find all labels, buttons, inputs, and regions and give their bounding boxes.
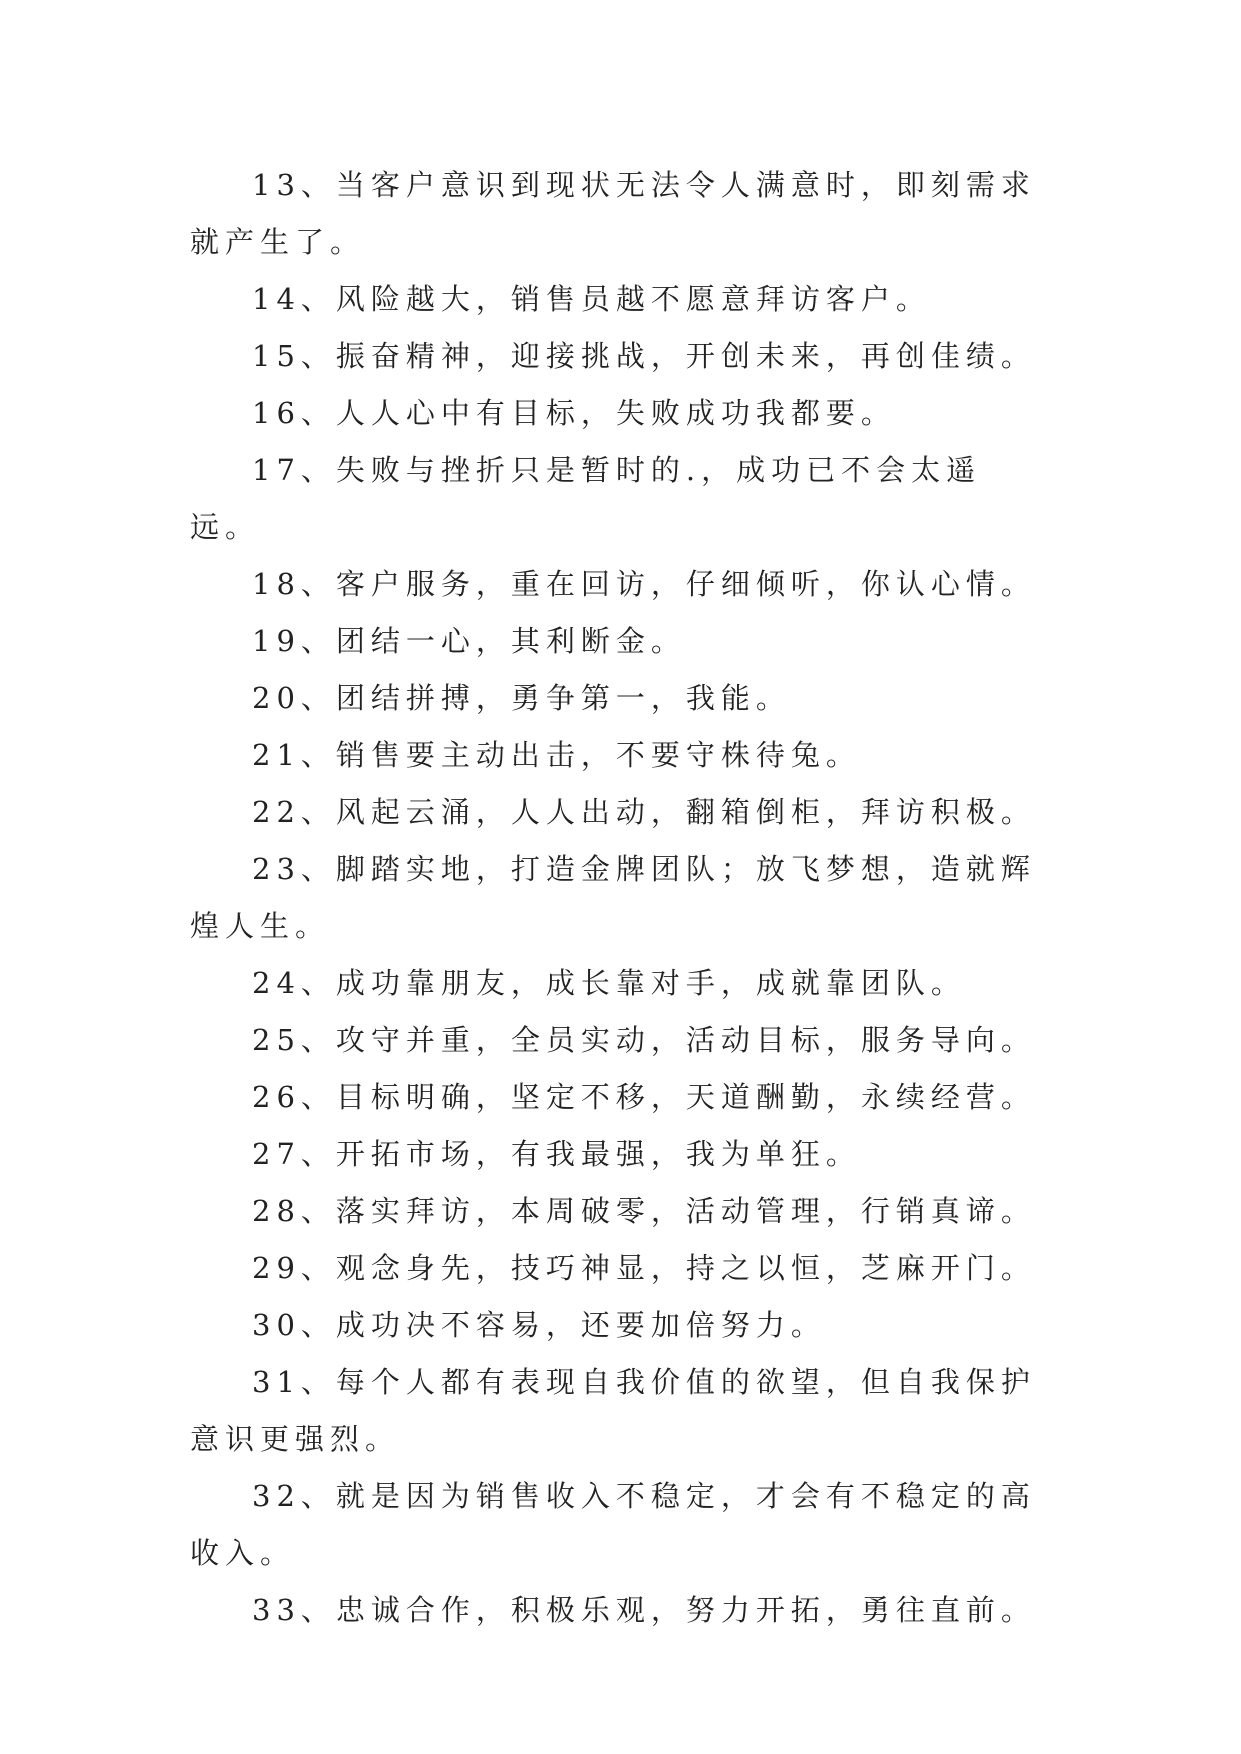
paragraph-16: 16、人人心中有目标，失败成功我都要。	[252, 396, 896, 430]
paragraph-21: 21、销售要主动出击，不要守株待兔。	[252, 738, 861, 772]
paragraph-15: 15、振奋精神，迎接挑战，开创未来，再创佳绩。	[252, 339, 1036, 373]
paragraph-18: 18、客户服务，重在回访，仔细倾听，你认心情。	[252, 567, 1036, 601]
document-body	[190, 157, 1050, 1639]
paragraph-33: 33、忠诚合作，积极乐观，努力开拓，勇往直前。	[252, 1593, 1036, 1627]
paragraph-30: 30、成功决不容易，还要加倍努力。	[252, 1308, 826, 1342]
paragraph-25: 25、攻守并重，全员实动，活动目标，服务导向。	[252, 1023, 1036, 1057]
paragraph-19: 19、团结一心，其利断金。	[252, 624, 686, 658]
paragraph-27: 27、开拓市场，有我最强，我为单狂。	[252, 1137, 861, 1171]
paragraph-24: 24、成功靠朋友，成长靠对手，成就靠团队。	[252, 966, 966, 1000]
paragraph-13: 13、当客户意识到现状无法令人满意时，即刻需求就产生了。	[190, 168, 1036, 259]
paragraph-28: 28、落实拜访，本周破零，活动管理，行销真谛。	[252, 1194, 1036, 1228]
paragraph-26: 26、目标明确，坚定不移，天道酬勤，永续经营。	[252, 1080, 1036, 1114]
paragraph-17: 17、失败与挫折只是暂时的.，成功已不会太遥远。	[190, 453, 982, 544]
paragraph-29: 29、观念身先，技巧神显，持之以恒，芝麻开门。	[252, 1251, 1036, 1285]
paragraph-22: 22、风起云涌，人人出动，翻箱倒柜，拜访积极。	[252, 795, 1036, 829]
paragraph-31: 31、每个人都有表现自我价值的欲望，但自我保护意识更强烈。	[190, 1365, 1036, 1456]
paragraph-14: 14、风险越大，销售员越不愿意拜访客户。	[252, 282, 931, 316]
paragraph-32: 32、就是因为销售收入不稳定，才会有不稳定的高收入。	[190, 1479, 1036, 1570]
paragraph-23: 23、脚踏实地，打造金牌团队；放飞梦想，造就辉煌人生。	[190, 852, 1036, 943]
paragraph-20: 20、团结拼搏，勇争第一，我能。	[252, 681, 791, 715]
